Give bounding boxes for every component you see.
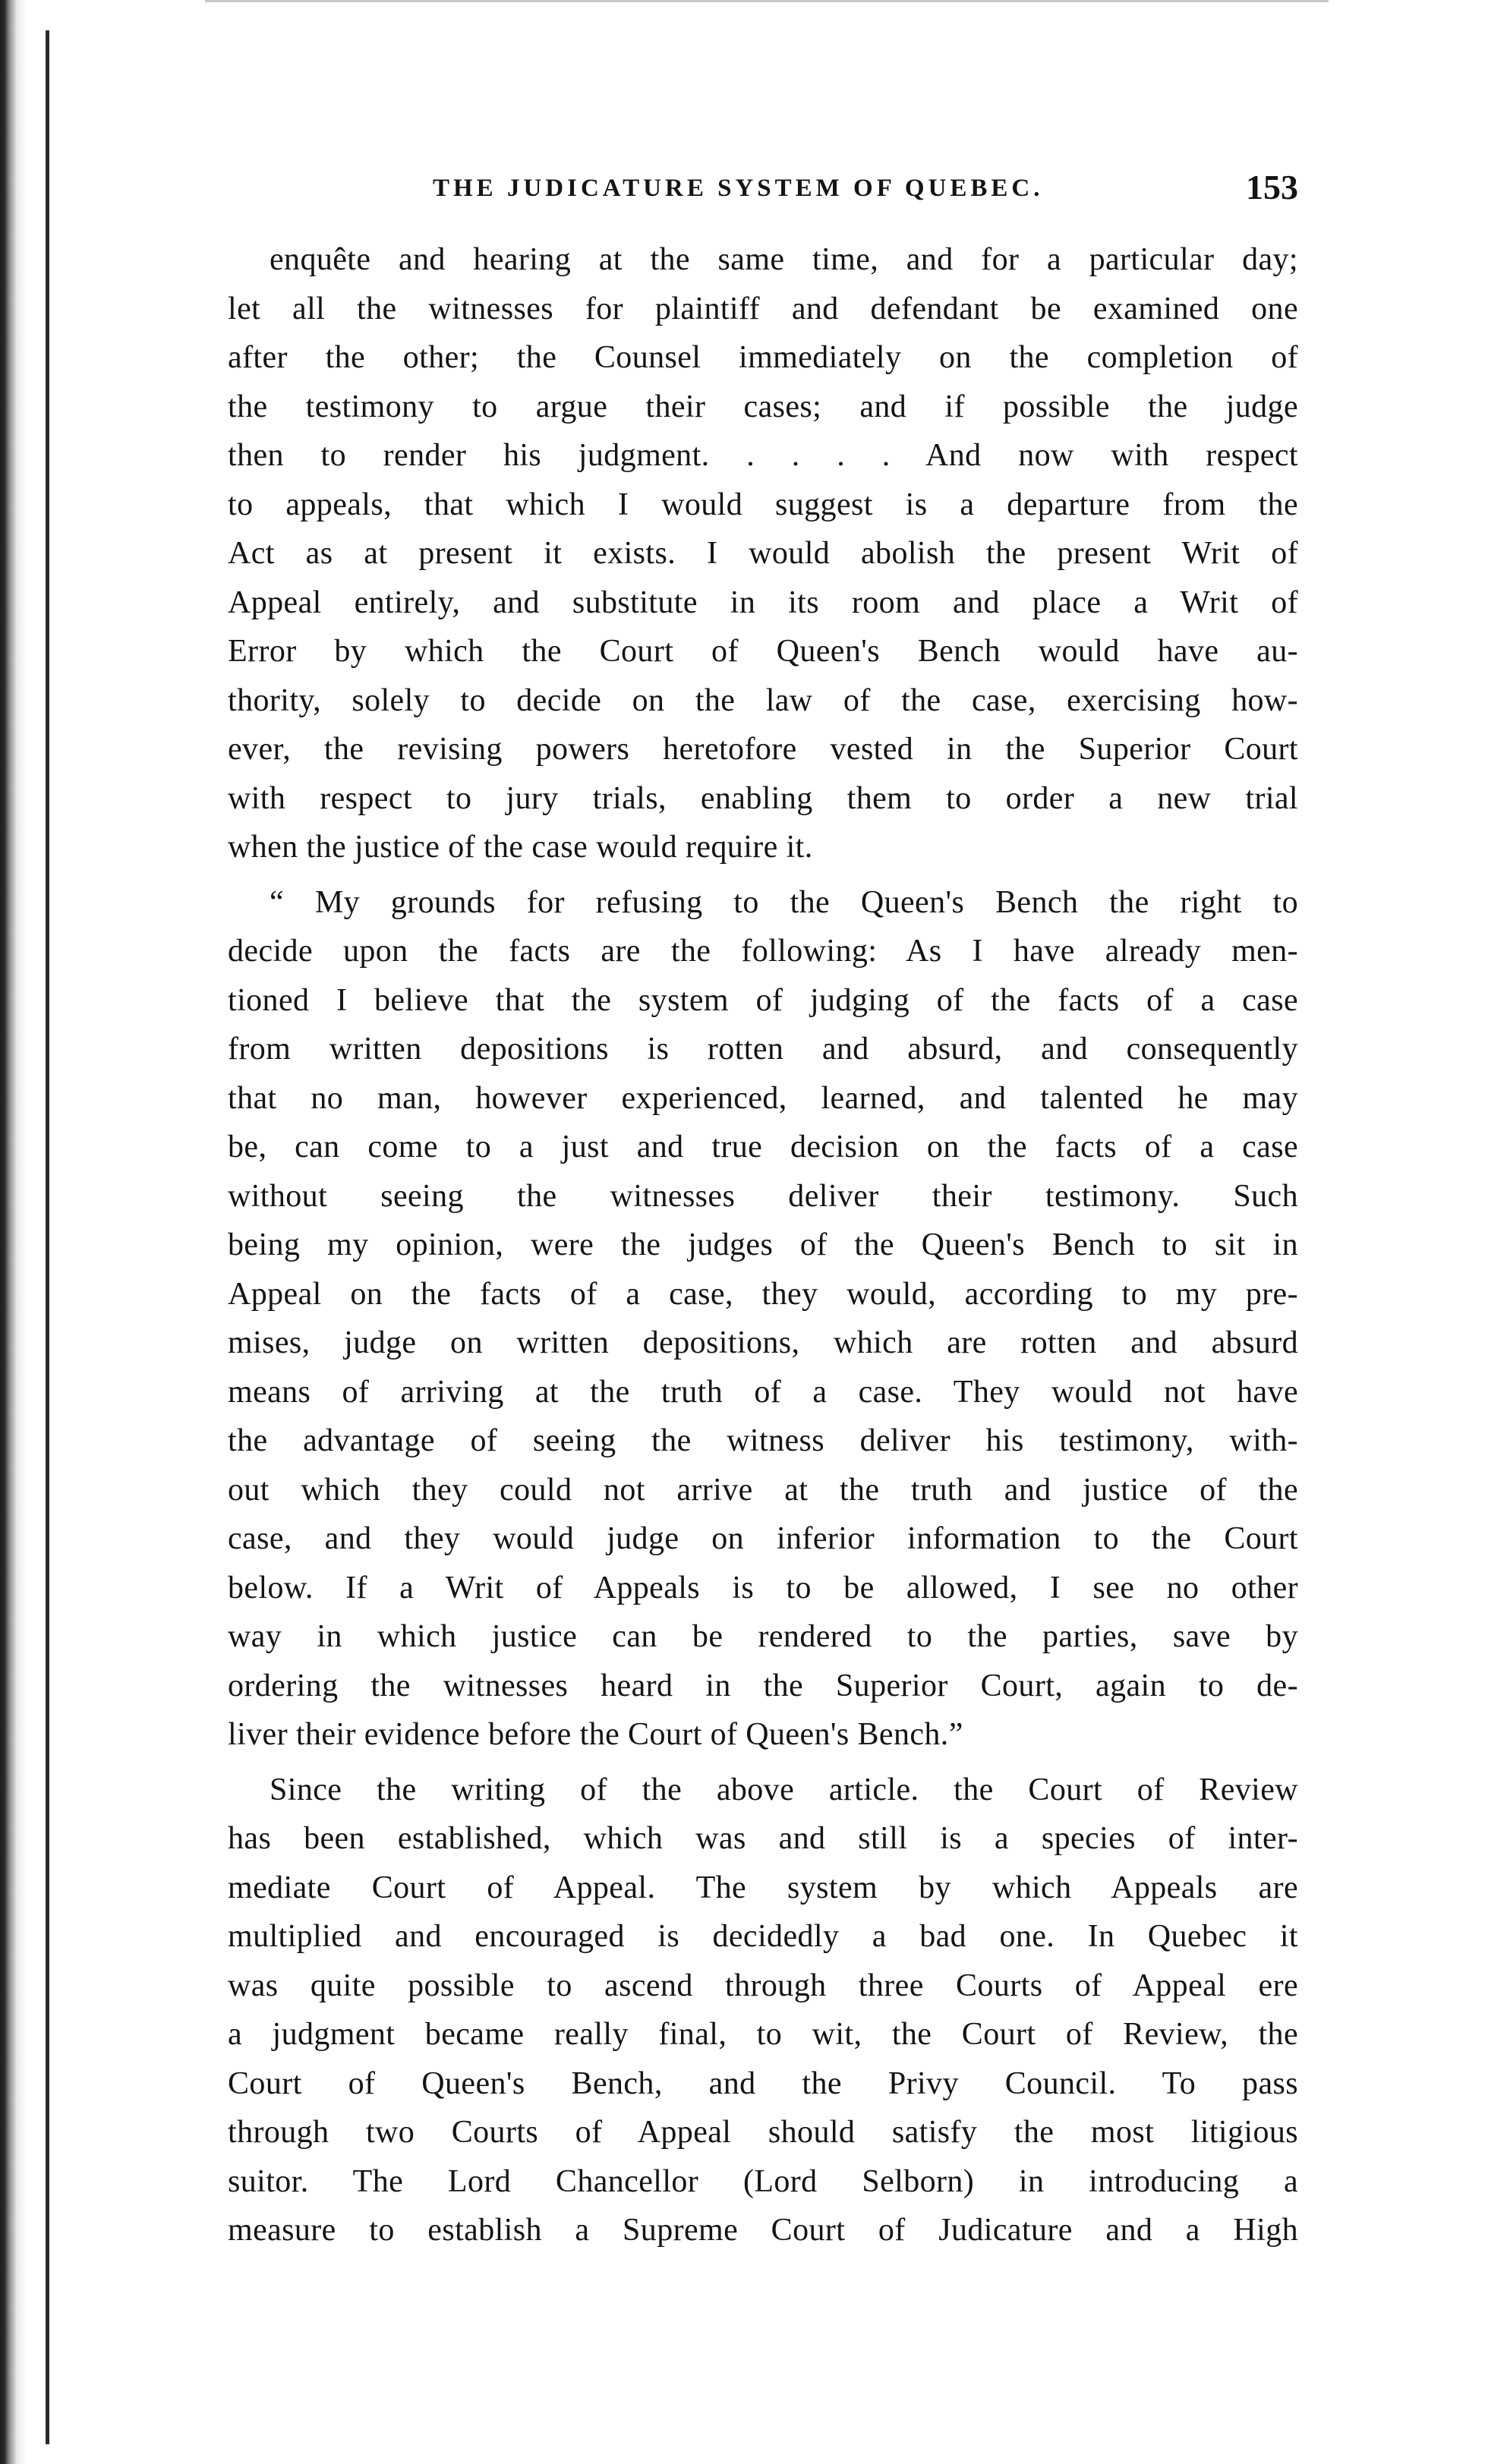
running-head-title: THE JUDICATURE SYSTEM OF QUEBEC. [433,175,1044,202]
text-line: let all the witnesses for plaintiff and defendant be examined one [228,291,1298,326]
text-line: be, can come to a just and true decision on the facts of a case [228,1130,1298,1164]
text-line: to appeals, that which I would suggest is a departure from the [228,487,1298,522]
text-line: without seeing the witnesses deliver their testimony. Such [228,1178,1298,1214]
text-line: liver their evidence before the Court of Queen's Bench.” [228,1717,963,1752]
text-line: case, and they would judge on inferior information to the Court [228,1521,1298,1556]
text-line: measure to establish a Supreme Court of Judicature and a High [228,2213,1298,2248]
text-line: tioned I believe that the system of judging of the facts of a case [228,982,1298,1018]
text-line: through two Courts of Appeal should satisfy the most litigious [228,2115,1298,2150]
page-number: 153 [1246,168,1298,206]
text-line: means of arriving at the truth of a case. They would not have [228,1374,1298,1410]
text-line: has been established, which was and still is a species of inter- [228,1821,1298,1856]
text-line: the advantage of seeing the witness deliver his testimony, with- [228,1423,1298,1458]
text-line: was quite possible to ascend through three Courts of Appeal ere [228,1968,1298,2003]
book-binding-edge [0,0,59,2464]
text-line: Act as at present it exists. I would abolish the present Writ of [228,536,1298,571]
text-line: “ My grounds for refusing to the Queen's Bench the right to [270,884,1298,920]
running-head [228,159,1298,213]
text-line: Appeal on the facts of a case, they would, according to my pre- [228,1276,1298,1312]
text-line: thority, solely to decide on the law of the case, exercising how- [228,682,1298,718]
text-line: the testimony to argue their cases; and if possible the judge [228,389,1298,424]
paragraph-2 [228,878,1298,1760]
text-line: being my opinion, were the judges of the Queen's Bench to sit in [228,1227,1298,1262]
text-line: from written depositions is rotten and absurd, and consequently [228,1032,1298,1067]
text-line: way in which justice can be rendered to the parties, save by [228,1619,1298,1654]
text-line: below. If a Writ of Appeals is to be allowed, I see no other [228,1570,1298,1605]
text-line: mediate Court of Appeal. The system by which Appeals are [228,1870,1298,1905]
text-line: with respect to jury trials, enabling them to order a new trial [228,780,1298,816]
text-line: then to render his judgment. . . . . And now with respect [228,438,1298,473]
text-line: suitor. The Lord Chancellor (Lord Selborn) in introducing a [228,2163,1298,2199]
text-line: after the other; the Counsel immediately on the completion of [228,340,1298,375]
text-line: out which they could not arrive at the truth and justice of the [228,1472,1298,1508]
paragraph-1 [228,235,1298,872]
text-line: that no man, however experienced, learned, and talented he may [228,1080,1298,1116]
text-line: enquête and hearing at the same time, and for a particular day; [270,242,1298,277]
book-page [228,159,1298,2261]
text-line: ever, the revising powers heretofore vested in the Superior Court [228,732,1298,767]
text-line: Error by which the Court of Queen's Bench would have au- [228,634,1298,669]
binding-shadow-line [46,30,49,2444]
page-top-edge [205,0,1329,2]
text-line: mises, judge on written depositions, which are rotten and absurd [228,1325,1298,1360]
text-line: decide upon the facts are the following: As I have already men- [228,934,1298,969]
text-line: Since the writing of the above article. the Court of Review [270,1772,1298,1807]
text-line: ordering the witnesses heard in the Superior Court, again to de- [228,1668,1298,1703]
text-line: Appeal entirely, and substitute in its room and place a Writ of [228,584,1298,620]
paragraph-3 [228,1766,1298,2255]
text-line: multiplied and encouraged is decidedly a bad one. In Quebec it [228,1919,1298,1954]
text-line: a judgment became really final, to wit, the Court of Review, the [228,2017,1298,2052]
text-line: Court of Queen's Bench, and the Privy Council. To pass [228,2065,1298,2101]
text-line: when the justice of the case would require it. [228,830,813,865]
